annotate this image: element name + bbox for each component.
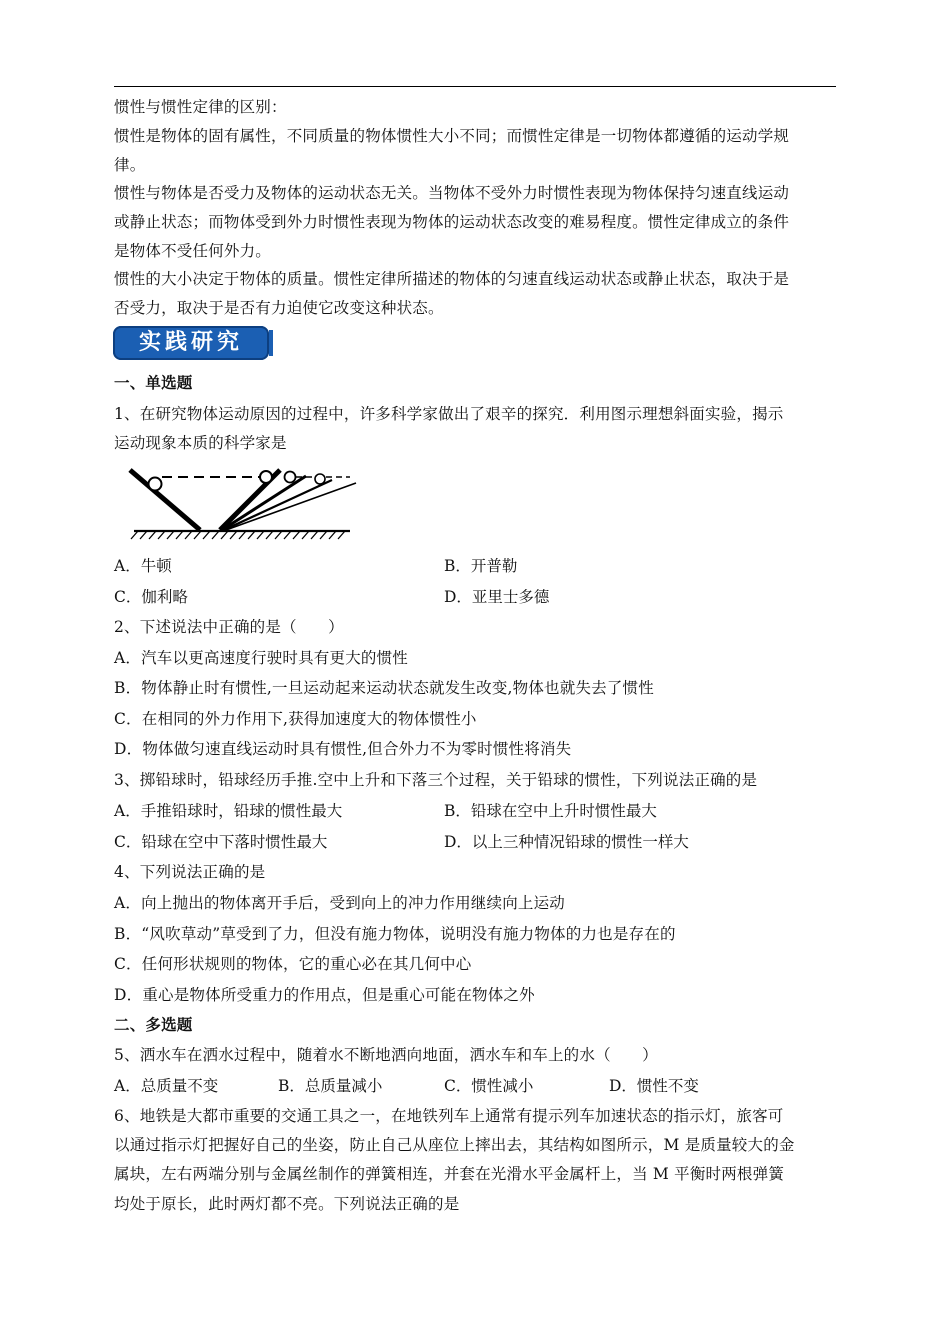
inclined-plane-figure [128,464,360,540]
question-2-option-c[interactable]: C．在相同的外力作用下,获得加速度大的物体惯性小 [114,710,477,728]
question-4-option-b[interactable]: B．“风吹草动”草受到了力，但没有施力物体，说明没有施力物体的力也是存在的 [114,925,676,943]
question-5-option-b[interactable]: B．总质量减小 [278,1077,383,1095]
intro-heading: 惯性与惯性定律的区别： [114,98,287,116]
section-heading-multiple-choice: 二、多选题 [114,1015,193,1034]
intro-paragraph-2-line-1: 惯性与物体是否受力及物体的运动状态无关。当物体不受外力时惯性表现为物体保持匀速直线运动 [114,184,790,202]
question-4-stem: 4、下列说法正确的是 [114,863,266,881]
question-6-stem-line-1: 6、地铁是大都市重要的交通工具之一，在地铁列车上通常有提示列车加速状态的指示灯，旅客可 [114,1107,784,1125]
intro-paragraph-2-line-2: 或静止状态；而物体受到外力时惯性表现为物体的运动状态改变的难易程度。惯性定律成立的条件 [114,213,790,231]
question-1-option-d[interactable]: D．亚里士多德 [444,588,550,606]
question-5-option-c[interactable]: C．惯性减小 [444,1077,534,1095]
question-1-option-c[interactable]: C．伽利略 [114,588,188,606]
question-1-option-a[interactable]: A．牛顿 [114,557,172,575]
question-3-option-c[interactable]: C．铅球在空中下落时惯性最大 [114,833,328,851]
question-6-stem-line-4: 均处于原长，此时两灯都不亮。下列说法正确的是 [114,1195,460,1213]
section-badge-tail [269,330,273,356]
question-2-option-b[interactable]: B．物体静止时有惯性,一旦运动起来运动状态就发生改变,物体也就失去了惯性 [114,679,654,697]
intro-paragraph-1-line-1: 惯性是物体的固有属性，不同质量的物体惯性大小不同；而惯性定律是一切物体都遵循的运动学规 [114,127,790,145]
section-badge [113,326,269,360]
intro-paragraph-3-line-2: 否受力，取决于是否有力迫使它改变这种状态。 [114,299,444,317]
question-5-option-a[interactable]: A．总质量不变 [114,1077,219,1095]
question-5-option-d[interactable]: D．惯性不变 [609,1077,699,1095]
question-2-option-d[interactable]: D．物体做匀速直线运动时具有惯性,但合外力不为零时惯性将消失 [114,740,572,758]
question-6-stem-line-2: 以通过指示灯把握好自己的坐姿，防止自己从座位上摔出去，其结构如图所示，M 是质量较大的金 [114,1136,795,1154]
question-1-stem-line-2: 运动现象本质的科学家是 [114,434,287,452]
question-3-option-d[interactable]: D．以上三种情况铅球的惯性一样大 [444,833,689,851]
question-2-option-a[interactable]: A．汽车以更高速度行驶时具有更大的惯性 [114,649,408,667]
question-6-stem-line-3: 属块，左右两端分别与金属丝制作的弹簧相连，并套在光滑水平金属杆上，当 M 平衡时两根弹簧 [114,1165,785,1183]
section-heading-single-choice: 一、单选题 [114,373,193,392]
question-4-option-c[interactable]: C．任何形状规则的物体，它的重心必在其几何中心 [114,955,472,973]
header-rule [114,86,836,87]
intro-paragraph-3-line-1: 惯性的大小决定于物体的质量。惯性定律所描述的物体的匀速直线运动状态或静止状态，取决于是 [114,270,790,288]
question-4-option-a[interactable]: A．向上抛出的物体离开手后，受到向上的冲力作用继续向上运动 [114,894,565,912]
question-3-option-b[interactable]: B．铅球在空中上升时惯性最大 [444,802,657,820]
question-3-option-a[interactable]: A．手推铅球时，铅球的惯性最大 [114,802,343,820]
question-1-option-b[interactable]: B．开普勒 [444,557,518,575]
question-1-stem-line-1: 1、在研究物体运动原因的过程中，许多科学家做出了艰辛的探究．利用图示理想斜面实验，揭示 [114,405,784,423]
question-3-stem: 3、掷铅球时，铅球经历手推.空中上升和下落三个过程，关于铅球的惯性，下列说法正确的是 [114,771,758,789]
question-4-option-d[interactable]: D．重心是物体所受重力的作用点，但是重心可能在物体之外 [114,986,535,1004]
section-badge-label: 实践研究 [138,330,243,355]
question-2-stem: 2、下述说法中正确的是（ ） [114,618,344,636]
intro-paragraph-2-line-3: 是物体不受任何外力。 [114,242,272,260]
intro-paragraph-1-line-2: 律。 [114,156,146,174]
question-5-stem: 5、洒水车在洒水过程中，随着水不断地洒向地面，洒水车和车上的水（ ） [114,1046,658,1064]
